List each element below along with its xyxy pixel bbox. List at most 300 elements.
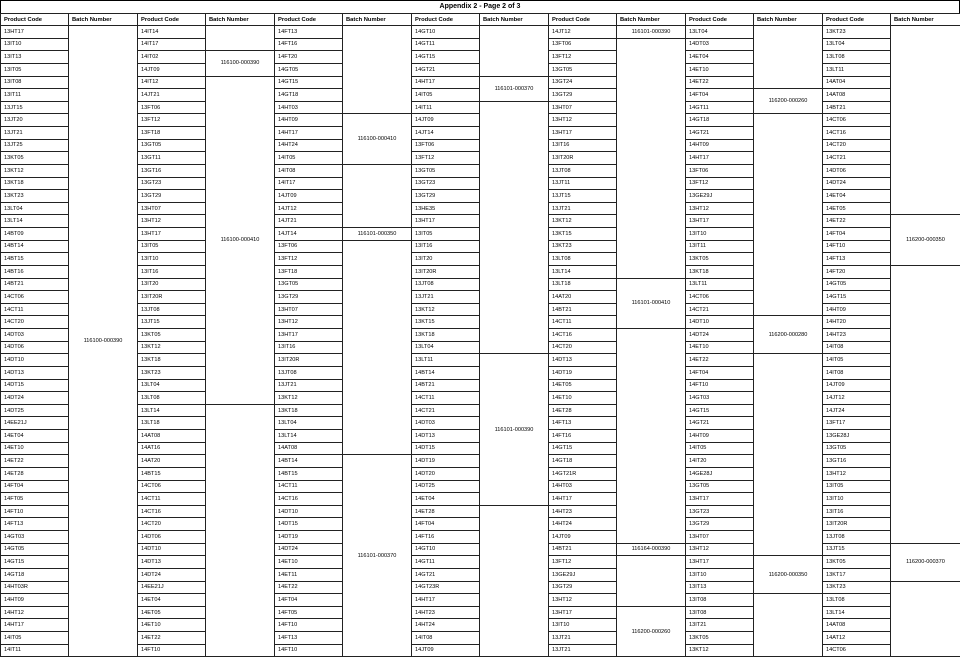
product-code-cell: 13IT16 <box>412 240 480 253</box>
column-header-batch-number: Batch Number <box>343 14 412 26</box>
product-code-cell: 13KT12 <box>549 215 617 228</box>
product-code-cell: 13KT18 <box>1 177 69 190</box>
product-code-cell: 14FT13 <box>1 518 69 531</box>
product-code-cell: 14DT10 <box>686 316 754 329</box>
batch-number-cell <box>891 26 960 215</box>
product-code-cell: 13HT07 <box>549 101 617 114</box>
product-code-cell: 13GE28J <box>823 430 891 443</box>
product-code-cell: 14JT24 <box>823 404 891 417</box>
product-code-cell: 14ET04 <box>412 493 480 506</box>
product-code-cell: 13LT11 <box>412 354 480 367</box>
product-code-cell: 14GT23R <box>412 581 480 594</box>
product-code-cell: 13GT29 <box>275 291 343 304</box>
product-code-cell: 14CT20 <box>138 518 206 531</box>
product-code-cell: 14JT09 <box>549 531 617 544</box>
product-code-cell: 13HT12 <box>686 202 754 215</box>
product-code-cell: 13IT10 <box>686 228 754 241</box>
product-code-cell: 14DT15 <box>1 379 69 392</box>
product-code-cell: 14FT20 <box>823 265 891 278</box>
product-code-cell: 14DT03 <box>686 38 754 51</box>
product-code-cell: 14DT24 <box>275 543 343 556</box>
product-code-cell: 13FT06 <box>686 164 754 177</box>
product-code-cell: 14ET22 <box>686 354 754 367</box>
product-code-cell: 13LT04 <box>823 38 891 51</box>
batch-number-cell: 116200-000350 <box>891 215 960 266</box>
product-code-cell: 14IT17 <box>275 177 343 190</box>
product-code-cell: 14ET10 <box>1 442 69 455</box>
product-code-cell: 14CT20 <box>549 341 617 354</box>
column-header-product-code: Product Code <box>686 14 754 26</box>
product-code-cell: 13KT12 <box>1 164 69 177</box>
batch-number-cell: 116101-000370 <box>480 76 549 101</box>
product-code-cell: 14ET22 <box>275 581 343 594</box>
column-header-product-code: Product Code <box>823 14 891 26</box>
product-code-cell: 14ET28 <box>412 505 480 518</box>
product-code-cell: 14CT11 <box>412 392 480 405</box>
product-code-cell: 14JT12 <box>275 202 343 215</box>
product-code-cell: 13LT04 <box>412 341 480 354</box>
product-code-cell: 14FT04 <box>686 366 754 379</box>
product-code-cell: 13KT05 <box>1 152 69 165</box>
batch-number-cell: 116100-000410 <box>343 114 412 165</box>
product-code-cell: 13HT12 <box>823 467 891 480</box>
product-code-cell: 13GT05 <box>686 480 754 493</box>
product-code-cell: 13IT10 <box>549 619 617 632</box>
product-code-cell: 14IT02 <box>138 51 206 64</box>
product-code-cell: 13IT20R <box>412 265 480 278</box>
product-code-cell: 14DT13 <box>138 556 206 569</box>
product-code-cell: 13IT16 <box>823 505 891 518</box>
product-code-cell: 14AT08 <box>275 442 343 455</box>
product-code-cell: 13HT12 <box>549 114 617 127</box>
product-code-cell: 14ET10 <box>275 556 343 569</box>
batch-number-cell: 116200-000350 <box>754 556 823 594</box>
product-code-cell: 14GT18 <box>549 455 617 468</box>
product-code-cell: 13HT17 <box>686 556 754 569</box>
product-code-cell: 14DT10 <box>138 543 206 556</box>
product-code-cell: 14DT19 <box>549 366 617 379</box>
product-code-cell: 14DT10 <box>275 505 343 518</box>
product-code-cell: 14FT16 <box>412 531 480 544</box>
product-code-cell: 14FT13 <box>823 253 891 266</box>
product-code-cell: 14IT05 <box>823 354 891 367</box>
product-code-cell: 13JT21 <box>549 644 617 657</box>
product-code-cell: 14IT08 <box>275 164 343 177</box>
batch-number-cell: 116200-000260 <box>754 89 823 114</box>
product-code-cell: 13HT07 <box>275 303 343 316</box>
product-code-cell: 14CT11 <box>138 493 206 506</box>
column-header-batch-number: Batch Number <box>69 14 138 26</box>
product-code-cell: 14FT10 <box>686 379 754 392</box>
product-code-cell: 14GT03 <box>686 392 754 405</box>
product-code-cell: 13IT13 <box>1 51 69 64</box>
product-code-cell: 13GT29 <box>549 89 617 102</box>
product-code-cell: 14IT05 <box>1 632 69 645</box>
product-code-cell: 14CT11 <box>275 480 343 493</box>
product-code-cell: 14BT15 <box>1 253 69 266</box>
batch-number-cell <box>206 404 275 657</box>
product-code-cell: 14CT06 <box>823 644 891 657</box>
batch-number-cell <box>480 101 549 354</box>
product-code-cell: 14DT24 <box>138 568 206 581</box>
product-code-cell: 14DT13 <box>412 430 480 443</box>
product-code-cell: 14GT15 <box>275 76 343 89</box>
product-code-cell: 13JT08 <box>138 303 206 316</box>
product-code-cell: 13KT23 <box>1 190 69 203</box>
product-code-cell: 14AT20 <box>138 455 206 468</box>
product-code-cell: 14AT08 <box>823 619 891 632</box>
product-code-cell: 13IT16 <box>549 139 617 152</box>
product-code-cell: 14FT04 <box>1 480 69 493</box>
product-code-cell: 13GT29 <box>138 190 206 203</box>
product-code-cell: 14IT11 <box>1 644 69 657</box>
product-code-cell: 13IT21 <box>686 619 754 632</box>
product-code-cell: 13IT08 <box>1 76 69 89</box>
batch-number-cell: 116100-000390 <box>69 26 138 657</box>
product-code-cell: 14HT09 <box>1 594 69 607</box>
product-code-cell: 14DT25 <box>1 404 69 417</box>
product-code-cell: 13HT12 <box>686 543 754 556</box>
product-code-cell: 14DT06 <box>138 531 206 544</box>
product-code-cell: 13KT18 <box>412 329 480 342</box>
product-code-cell: 14BT14 <box>1 240 69 253</box>
batch-number-cell <box>754 26 823 89</box>
product-code-cell: 14HT03R <box>1 581 69 594</box>
product-code-cell: 14GT05 <box>1 543 69 556</box>
product-code-cell: 14HT20 <box>823 316 891 329</box>
product-code-cell: 14ET04 <box>1 430 69 443</box>
product-code-cell: 13HT17 <box>138 228 206 241</box>
product-code-cell: 13GT23 <box>138 177 206 190</box>
product-code-cell: 13IT10 <box>1 38 69 51</box>
product-code-cell: 13KT12 <box>412 303 480 316</box>
product-code-cell: 13IT08 <box>686 594 754 607</box>
product-code-cell: 13LT18 <box>138 417 206 430</box>
product-code-cell: 14FT04 <box>412 518 480 531</box>
product-code-cell: 14GT21 <box>686 127 754 140</box>
product-code-cell: 14ET22 <box>823 215 891 228</box>
product-code-cell: 13HT12 <box>549 594 617 607</box>
product-code-cell: 14FT13 <box>275 632 343 645</box>
product-code-cell: 14HT09 <box>686 430 754 443</box>
batch-table <box>0 13 960 657</box>
product-code-cell: 13KT18 <box>138 354 206 367</box>
product-code-cell: 13FT12 <box>549 51 617 64</box>
product-code-cell: 14JT09 <box>412 114 480 127</box>
product-code-cell: 13JT08 <box>275 366 343 379</box>
product-code-cell: 13JT15 <box>823 543 891 556</box>
batch-number-cell: 116200-000260 <box>617 606 686 657</box>
product-code-cell: 14HT09 <box>275 114 343 127</box>
product-code-cell: 14FT10 <box>823 240 891 253</box>
product-code-cell: 14GT11 <box>412 556 480 569</box>
column-header-product-code: Product Code <box>412 14 480 26</box>
product-code-cell: 14DT03 <box>412 417 480 430</box>
batch-number-cell: 116101-000390 <box>480 354 549 506</box>
batch-number-cell <box>480 505 549 657</box>
product-code-cell: 14FT05 <box>1 493 69 506</box>
product-code-cell: 13IT20R <box>275 354 343 367</box>
product-code-cell: 13FT12 <box>412 152 480 165</box>
product-code-cell: 13FT12 <box>686 177 754 190</box>
column-header-product-code: Product Code <box>275 14 343 26</box>
product-code-cell: 14HT03 <box>275 101 343 114</box>
product-code-cell: 14GT21 <box>412 63 480 76</box>
batch-number-cell <box>343 240 412 455</box>
product-code-cell: 13FT06 <box>275 240 343 253</box>
product-code-cell: 14HT24 <box>275 139 343 152</box>
product-code-cell: 14IT12 <box>138 76 206 89</box>
product-code-cell: 14CT16 <box>275 493 343 506</box>
product-code-cell: 14EE21J <box>138 581 206 594</box>
product-code-cell: 14ET04 <box>823 190 891 203</box>
product-code-cell: 13HT17 <box>1 26 69 39</box>
product-code-cell: 14CT11 <box>549 316 617 329</box>
product-code-cell: 14EE21J <box>1 417 69 430</box>
product-code-cell: 14BT16 <box>1 265 69 278</box>
product-code-cell: 13KT05 <box>686 632 754 645</box>
product-code-cell: 14IT17 <box>138 38 206 51</box>
product-code-cell: 14CT16 <box>549 329 617 342</box>
product-code-cell: 14ET04 <box>686 51 754 64</box>
product-code-cell: 14AT04 <box>823 76 891 89</box>
product-code-cell: 14ET10 <box>549 392 617 405</box>
product-code-cell: 13GT05 <box>823 442 891 455</box>
product-code-cell: 14FT10 <box>1 505 69 518</box>
product-code-cell: 13LT14 <box>275 430 343 443</box>
product-code-cell: 14FT04 <box>686 89 754 102</box>
product-code-cell: 14FT04 <box>823 228 891 241</box>
product-code-cell: 14JT09 <box>138 63 206 76</box>
product-code-cell: 14DT24 <box>823 177 891 190</box>
product-code-cell: 13IT10 <box>686 568 754 581</box>
product-code-cell: 14JT14 <box>275 228 343 241</box>
product-code-cell: 14ET22 <box>1 455 69 468</box>
product-code-cell: 14ET05 <box>138 606 206 619</box>
product-code-cell: 13LT08 <box>823 594 891 607</box>
page-title: Appendix 2 - Page 2 of 3 <box>0 0 960 13</box>
product-code-cell: 14IT08 <box>412 632 480 645</box>
product-code-cell: 14GT18 <box>1 568 69 581</box>
batch-number-cell: 116101-000390 <box>617 26 686 39</box>
table-body <box>1 26 960 657</box>
product-code-cell: 14JT09 <box>412 644 480 657</box>
product-code-cell: 14DT13 <box>549 354 617 367</box>
product-code-cell: 13KT05 <box>686 253 754 266</box>
product-code-cell: 13KT15 <box>412 316 480 329</box>
product-code-cell: 14HT17 <box>686 152 754 165</box>
batch-number-cell: 116164-000390 <box>617 543 686 556</box>
product-code-cell: 13LT08 <box>549 253 617 266</box>
product-code-cell: 13IT10 <box>138 253 206 266</box>
product-code-cell: 13IT11 <box>1 89 69 102</box>
product-code-cell: 13KT12 <box>275 392 343 405</box>
product-code-cell: 13JT25 <box>1 139 69 152</box>
product-code-cell: 13GT05 <box>275 278 343 291</box>
product-code-cell: 13HT17 <box>686 215 754 228</box>
product-code-cell: 14FT20 <box>275 51 343 64</box>
product-code-cell: 13HT12 <box>275 316 343 329</box>
product-code-cell: 14BT21 <box>549 303 617 316</box>
product-code-cell: 13HT17 <box>549 606 617 619</box>
product-code-cell: 13FT06 <box>138 101 206 114</box>
product-code-cell: 13LT08 <box>823 51 891 64</box>
product-code-cell: 14ET05 <box>549 379 617 392</box>
product-code-cell: 14JT21 <box>275 215 343 228</box>
product-code-cell: 13FT17 <box>823 417 891 430</box>
product-code-cell: 14DT13 <box>1 366 69 379</box>
product-code-cell: 13GT11 <box>138 152 206 165</box>
product-code-cell: 13GT24 <box>549 76 617 89</box>
product-code-cell: 14BT14 <box>275 455 343 468</box>
product-code-cell: 14GT15 <box>823 291 891 304</box>
product-code-cell: 13IT05 <box>823 480 891 493</box>
product-code-cell: 13KT15 <box>549 228 617 241</box>
product-code-cell: 13JT21 <box>1 127 69 140</box>
product-code-cell: 13IT11 <box>686 240 754 253</box>
product-code-cell: 14AT08 <box>823 89 891 102</box>
product-code-cell: 14BT21 <box>1 278 69 291</box>
product-code-cell: 14CT06 <box>686 291 754 304</box>
product-code-cell: 14GT11 <box>412 38 480 51</box>
product-code-cell: 14CT06 <box>823 114 891 127</box>
product-code-cell: 13KT18 <box>275 404 343 417</box>
product-code-cell: 14GT15 <box>1 556 69 569</box>
product-code-cell: 13HT12 <box>138 215 206 228</box>
product-code-cell: 13GT16 <box>823 455 891 468</box>
product-code-cell: 13JT15 <box>1 101 69 114</box>
product-code-cell: 14CT20 <box>1 316 69 329</box>
product-code-cell: 14ET11 <box>275 568 343 581</box>
product-code-cell: 13IT20R <box>549 152 617 165</box>
product-code-cell: 14CT06 <box>1 291 69 304</box>
product-code-cell: 13JT08 <box>412 278 480 291</box>
product-code-cell: 14AT08 <box>138 430 206 443</box>
product-code-cell: 14HT24 <box>412 619 480 632</box>
product-code-cell: 14ET28 <box>549 404 617 417</box>
product-code-cell: 14CT21 <box>686 303 754 316</box>
product-code-cell: 14ET22 <box>686 76 754 89</box>
product-code-cell: 14GT10 <box>412 543 480 556</box>
product-code-cell: 13FT12 <box>138 114 206 127</box>
product-code-cell: 13FT12 <box>275 253 343 266</box>
product-code-cell: 14GT03 <box>1 531 69 544</box>
product-code-cell: 14GT21 <box>686 417 754 430</box>
product-code-cell: 14GT18 <box>275 89 343 102</box>
product-code-cell: 14BT21 <box>412 379 480 392</box>
product-code-cell: 14FT10 <box>275 644 343 657</box>
product-code-cell: 14GT10 <box>412 26 480 39</box>
table-row <box>1 354 960 367</box>
product-code-cell: 14HT12 <box>1 606 69 619</box>
product-code-cell: 14BT09 <box>1 228 69 241</box>
product-code-cell: 13LT04 <box>1 202 69 215</box>
column-header-batch-number: Batch Number <box>617 14 686 26</box>
batch-number-cell <box>891 581 960 657</box>
product-code-cell: 14HT17 <box>412 76 480 89</box>
product-code-cell: 14DT15 <box>412 442 480 455</box>
product-code-cell: 13KT05 <box>823 556 891 569</box>
product-code-cell: 13LT04 <box>686 26 754 39</box>
batch-number-cell <box>617 38 686 278</box>
batch-number-cell: 116101-000370 <box>343 455 412 657</box>
product-code-cell: 13FT18 <box>138 127 206 140</box>
product-code-cell: 14ET05 <box>823 202 891 215</box>
product-code-cell: 14GT18 <box>686 114 754 127</box>
header-row <box>1 14 960 26</box>
product-code-cell: 14IT20 <box>686 455 754 468</box>
product-code-cell: 14JT21 <box>138 89 206 102</box>
product-code-cell: 13JT21 <box>412 291 480 304</box>
product-code-cell: 14CT20 <box>823 139 891 152</box>
product-code-cell: 14HT17 <box>275 127 343 140</box>
batch-number-cell <box>754 594 823 657</box>
product-code-cell: 14HT24 <box>549 518 617 531</box>
product-code-cell: 14DT15 <box>275 518 343 531</box>
product-code-cell: 13LT11 <box>823 63 891 76</box>
product-code-cell: 13LT14 <box>823 606 891 619</box>
product-code-cell: 14GT21 <box>412 568 480 581</box>
batch-number-cell <box>343 164 412 227</box>
product-code-cell: 14CT11 <box>1 303 69 316</box>
product-code-cell: 14HT23 <box>549 505 617 518</box>
product-code-cell: 14IT08 <box>823 366 891 379</box>
product-code-cell: 14CT21 <box>412 404 480 417</box>
product-code-cell: 13KT12 <box>686 644 754 657</box>
product-code-cell: 14DT24 <box>1 392 69 405</box>
batch-number-cell <box>617 329 686 544</box>
product-code-cell: 13GT05 <box>549 63 617 76</box>
product-code-cell: 13JT21 <box>549 632 617 645</box>
product-code-cell: 13KT12 <box>138 341 206 354</box>
product-code-cell: 14AT20 <box>549 291 617 304</box>
batch-number-cell <box>343 26 412 114</box>
product-code-cell: 14ET10 <box>138 619 206 632</box>
product-code-cell: 13JT11 <box>549 177 617 190</box>
product-code-cell: 13FT06 <box>412 139 480 152</box>
product-code-cell: 14CT16 <box>138 505 206 518</box>
product-code-cell: 14DT25 <box>412 480 480 493</box>
product-code-cell: 14DT06 <box>823 164 891 177</box>
product-code-cell: 13IT20 <box>138 278 206 291</box>
product-code-cell: 14AT16 <box>138 442 206 455</box>
product-code-cell: 14ET28 <box>1 467 69 480</box>
product-code-cell: 14GT05 <box>275 63 343 76</box>
product-code-cell: 13LT14 <box>1 215 69 228</box>
product-code-cell: 14ET10 <box>686 63 754 76</box>
product-code-cell: 13IT08 <box>686 606 754 619</box>
product-code-cell: 14ET04 <box>138 594 206 607</box>
product-code-cell: 13GT16 <box>138 164 206 177</box>
product-code-cell: 14IT05 <box>412 89 480 102</box>
product-code-cell: 13HT17 <box>412 215 480 228</box>
product-code-cell: 13LT11 <box>686 278 754 291</box>
column-header-product-code: Product Code <box>549 14 617 26</box>
product-code-cell: 13GT23 <box>412 177 480 190</box>
product-code-cell: 13LT14 <box>549 265 617 278</box>
product-code-cell: 14FT16 <box>549 430 617 443</box>
product-code-cell: 13JT15 <box>549 190 617 203</box>
product-code-cell: 13GE29J <box>549 568 617 581</box>
product-code-cell: 14HT17 <box>549 493 617 506</box>
product-code-cell: 14DT20 <box>412 467 480 480</box>
product-code-cell: 14GT05 <box>823 278 891 291</box>
product-code-cell: 13HT17 <box>686 493 754 506</box>
product-code-cell: 14JT12 <box>823 392 891 405</box>
product-code-cell: 13JT21 <box>275 379 343 392</box>
product-code-cell: 13HT07 <box>686 531 754 544</box>
product-code-cell: 14ET22 <box>138 632 206 645</box>
